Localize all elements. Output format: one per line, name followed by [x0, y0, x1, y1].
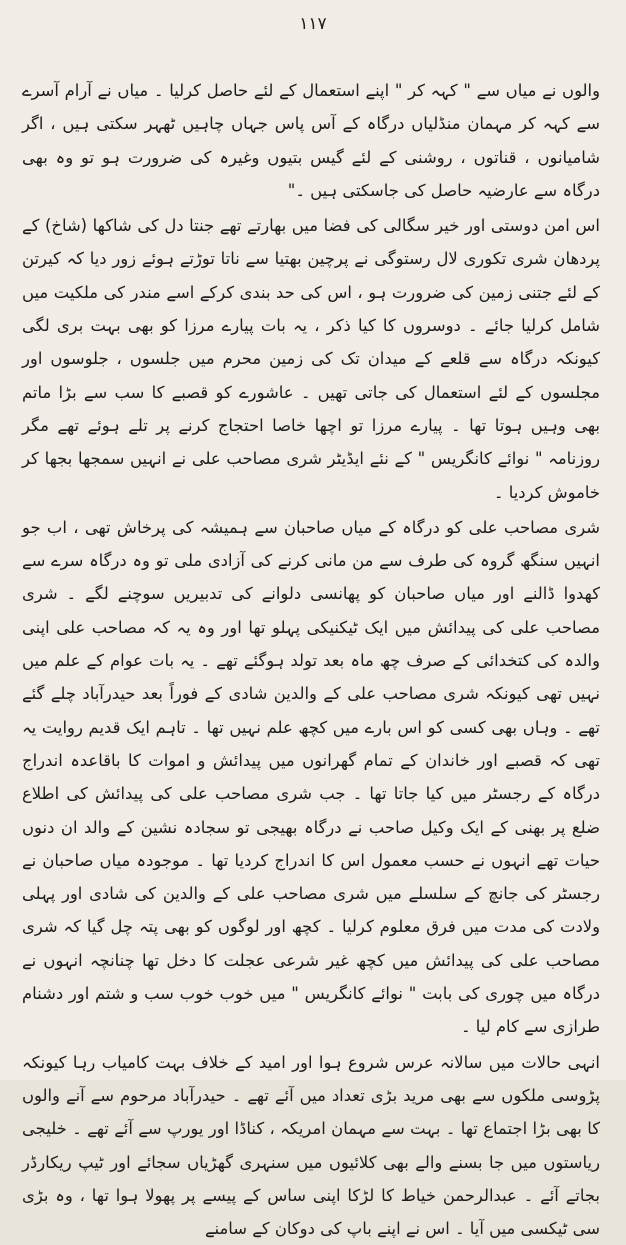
paragraph-1: والوں نے میاں سے " کہہ کر " اپنے استعمال کے لئے حاصل کرلیا ۔ میاں نے آرام آسرے سے کہہ کر مہمان منڈلیاں درگاہ کے آس پاس جہاں چاہیں ٹھہر سکتی ہیں ، اگر شامیانوں ، قناتوں ، روشنی کے لئے گیس بتیوں وغیرہ کی ضرورت ہو تو وہ بھی درگاہ سے عارضیہ حاصل کی جاسکتی ہیں ۔" [22, 81, 600, 200]
body-text [22, 74, 600, 1245]
paragraph-2: اس امن دوستی اور خیر سگالی کی فضا میں بھارتے تھے جنتا دل کی شاکھا (شاخ) کے پردھان شری تکوری لال رستوگی نے پرچین بھتیا سے ناتا توڑتے ہوئے زور دیا کہ کیرتن کے لئے جتنی زمین کی ضرورت ہو ، اس کی حد بندی کرکے اسے مندر کی ملکیت میں شامل کرلیا جائے ۔ دوسروں کا کیا ذکر ، یہ بات پیارے مرزا کو بھی بہت بری لگی کیونکہ درگاہ سے قلعے کے میدان تک کی زمین محرم میں جلسوں ، جلوسوں اور مجلسوں کے لئے استعمال کی جاتی تھیں ۔ عاشورے کو قصبے کا سب سے بڑا ماتم بھی وہیں ہوتا تھا ۔ پیارے مرزا تو اچھا خاصا احتجاج کرنے پر تلے ہوئے تھے مگر روزنامہ " نوائے کانگریس " کے نئے ایڈیٹر شری مصاحب علی نے انہیں سمجھا بجھا کر خاموش کردیا ۔ [22, 216, 600, 502]
paragraph-4: انہی حالات میں سالانہ عرس شروع ہوا اور امید کے خلاف بہت کامیاب رہا کیونکہ پڑوسی ملکوں سے بھی مرید بڑی تعداد میں آئے تھے ۔ حیدرآباد مرحوم سے آنے والوں کا بھی بڑا اجتماع تھا ۔ بہت سے مہمان امریکہ ، کناڈا اور یورپ سے آئے تھے ۔ خلیجی ریاستوں میں جا بسنے والے بھی کلائیوں میں سنہری گھڑیاں سجائے اور ٹیپ ریکارڈر بجاتے آئے ۔ عبدالرحمن خیاط کا لڑکا اپنی ساس کے پیسے پر پھولا ہوا تھا ، وہ بڑی سی ٹیکسی میں آیا ۔ اس نے اپنے باپ کی دوکان کے سامنے [22, 1052, 600, 1239]
page-number: ۱۱۷ [299, 14, 327, 34]
paragraph-3: شری مصاحب علی کو درگاہ کے میاں صاحبان سے ہمیشہ کی پرخاش تھی ، اب جو انہیں سنگھ گروہ کی طرف سے من مانی کرنے کی آزادی ملی تو وہ درگاہ سرے سے کھدوا ڈالنے اور میاں صاحبان کو پھانسی دلوانے کی تدبیریں سوچنے لگے ۔ شری مصاحب علی کی پیدائش میں ایک ٹیکنیکی پہلو تھا اور وہ یہ کہ مصاحب علی اپنی والدہ کی کتخدائی کے صرف چھ ماہ بعد تولد ہوگئے تھے ۔ یہ بات عوام کے علم میں نہیں تھی کیونکہ شری مصاحب علی کے والدین شادی کے فوراً بعد حیدرآباد چلے گئے تھے ۔ وہاں بھی کسی کو اس بارے میں کچھ علم نہیں تھا ۔ تاہم ایک قدیم روایت یہ تھی کہ قصبے اور خاندان کے تمام گھرانوں میں پیدائش و اموات کا باقاعدہ اندراج درگاہ کے رجسٹر میں کیا جاتا تھا ۔ جب شری مصاحب علی کی پیدائش کی اطلاع ضلع پر بھنی کے ایک وکیل صاحب نے درگاہ بھیجی تو سجادہ نشین کے والد ان دنوں حیات تھے انہوں نے حسب معمول اس کا اندراج کردیا تھا ۔ موجودہ میاں صاحبان نے رجسٹر کی جانچ کے سلسلے میں شری مصاحب علی کے والدین کی شادی اور پہلی ولادت کی مدت میں فرق معلوم کرلیا ۔ کچھ اور لوگوں کو بھی پتہ چل گیا کہ شری مصاحب علی کی پیدائش میں کچھ غیر شرعی عجلت کا دخل تھا چنانچہ انہوں نے درگاہ میں چوری کی بابت " نوائے کانگریس " میں خوب خوب سب و شتم اور دشنام طرازی سے کام لیا ۔ [22, 517, 600, 1037]
